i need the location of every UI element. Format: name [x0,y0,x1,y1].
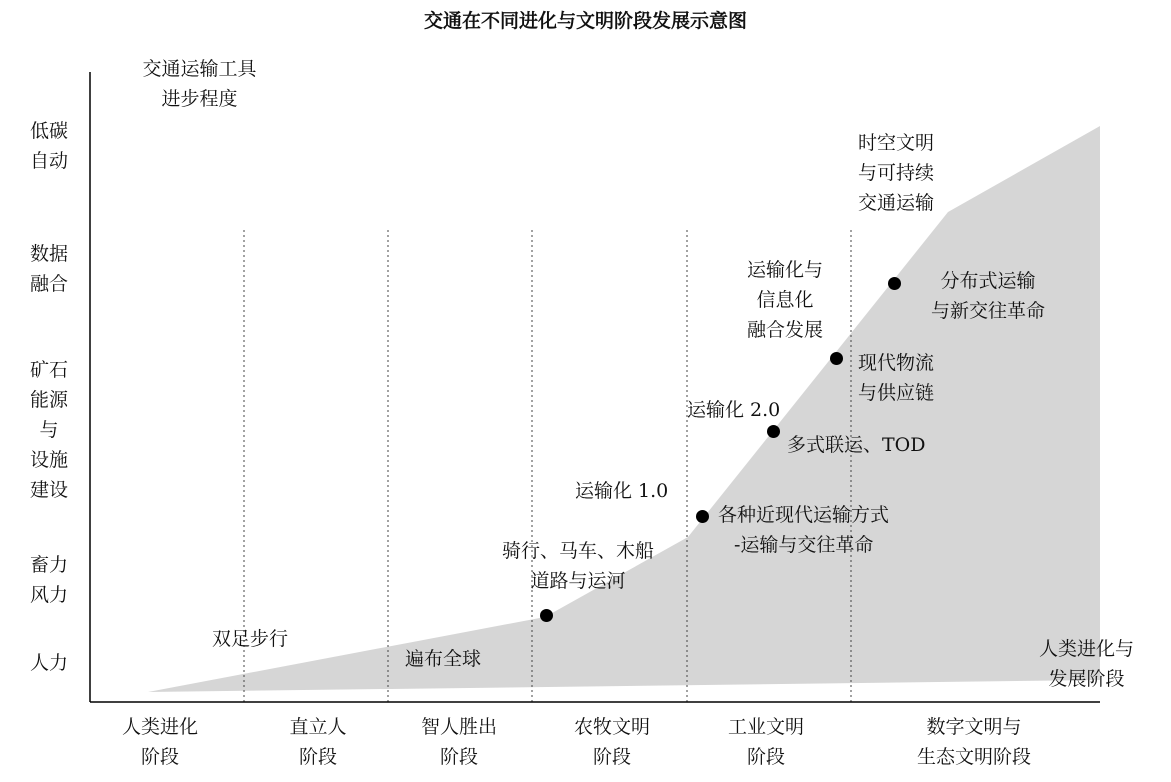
y-level-animal-wind [24,550,74,610]
x-stage-line: 阶段 [746,746,785,768]
milestone-modern-transport [718,500,889,560]
milestone-dot-multimodal [767,425,780,438]
label-transport-1: 运输化 1.0 [575,480,669,502]
y-axis-title-line-1: 交通运输工具 [142,58,257,80]
label-bipedal-walking: 双足步行 [212,628,289,650]
x-stage-line: 工业文明 [727,716,804,738]
milestone-line: -运输与交往革命 [734,534,874,556]
y-level-line: 畜力 [29,554,68,576]
x-axis-title [1014,634,1159,694]
y-level-line: 自动 [29,150,68,172]
y-level-line: 数据 [29,243,68,265]
label-line: 时空文明 [858,132,935,154]
y-level-data-fusion [24,239,74,299]
x-stage-homo-sapiens [374,712,544,772]
label-info-fusion [735,255,835,345]
milestone-distributed-transport [912,266,1064,326]
milestone-dot-modern-transport [696,510,709,523]
x-stage-line: 阶段 [439,746,478,768]
milestone-line: 现代物流 [858,352,935,374]
x-stage-line: 智人胜出 [420,716,497,738]
label-transport-2: 运输化 2.0 [687,399,781,421]
milestone-dot-riding [540,609,553,622]
label-line: 信息化 [756,289,814,311]
milestone-logistics-supply-chain [858,348,934,408]
label-line: 交通运输 [858,192,935,214]
x-stage-line: 阶段 [298,746,337,768]
y-level-line: 融合 [29,273,68,295]
y-level-line: 人力 [29,652,68,674]
x-stage-line: 人类进化 [121,716,198,738]
y-level-mineral-energy [24,355,74,505]
label-line: 融合发展 [746,319,823,341]
milestone-line: 骑行、马车、木船 [501,540,654,562]
y-axis-title-line-2: 进步程度 [161,88,238,110]
milestone-line: 道路与运河 [530,570,626,592]
x-stage-line: 阶段 [140,746,179,768]
y-level-human-power [24,648,74,678]
milestone-line: 分布式运输 [940,270,1036,292]
x-stage-human-evolution [75,712,245,772]
milestone-line: 多式联运、TOD [787,434,926,456]
milestone-dot-logistics [830,352,843,365]
x-stage-line: 生态文明阶段 [916,746,1031,768]
x-axis-title-line-2: 发展阶段 [1048,668,1125,690]
label-line: 与可持续 [858,162,935,184]
x-stage-digital-ecological [889,712,1059,772]
y-axis-title [127,54,272,114]
label-global-spread: 遍布全球 [405,648,482,670]
y-level-line: 矿石 [29,359,68,381]
milestone-multimodal-tod [787,430,925,460]
y-level-low-carbon [24,116,74,176]
x-stage-line: 数字文明与 [926,716,1022,738]
x-stage-agrarian [527,712,697,772]
y-level-line: 设施 [29,449,68,471]
y-level-line: 建设 [29,479,68,501]
x-axis-title-line-1: 人类进化与 [1038,638,1134,660]
x-stage-line: 农牧文明 [573,716,650,738]
milestone-riding-roads [478,536,678,596]
x-stage-industrial [681,712,851,772]
milestone-line: 与新交往革命 [930,300,1045,322]
y-level-line: 风力 [29,584,68,606]
milestone-line: 与供应链 [858,382,935,404]
y-level-line: 与 [39,419,59,441]
label-sustainable-transport [858,128,934,218]
y-level-line: 能源 [29,389,68,411]
x-stage-line: 直立人 [289,716,347,738]
x-stage-line: 阶段 [592,746,631,768]
label-line: 运输化与 [746,259,823,281]
milestone-line: 各种近现代运输方式 [718,504,890,526]
progress-area [148,126,1100,692]
milestone-dot-distributed [888,277,901,290]
chart-title: 交通在不同进化与文明阶段发展示意图 [423,10,747,32]
y-level-line: 低碳 [29,120,68,142]
